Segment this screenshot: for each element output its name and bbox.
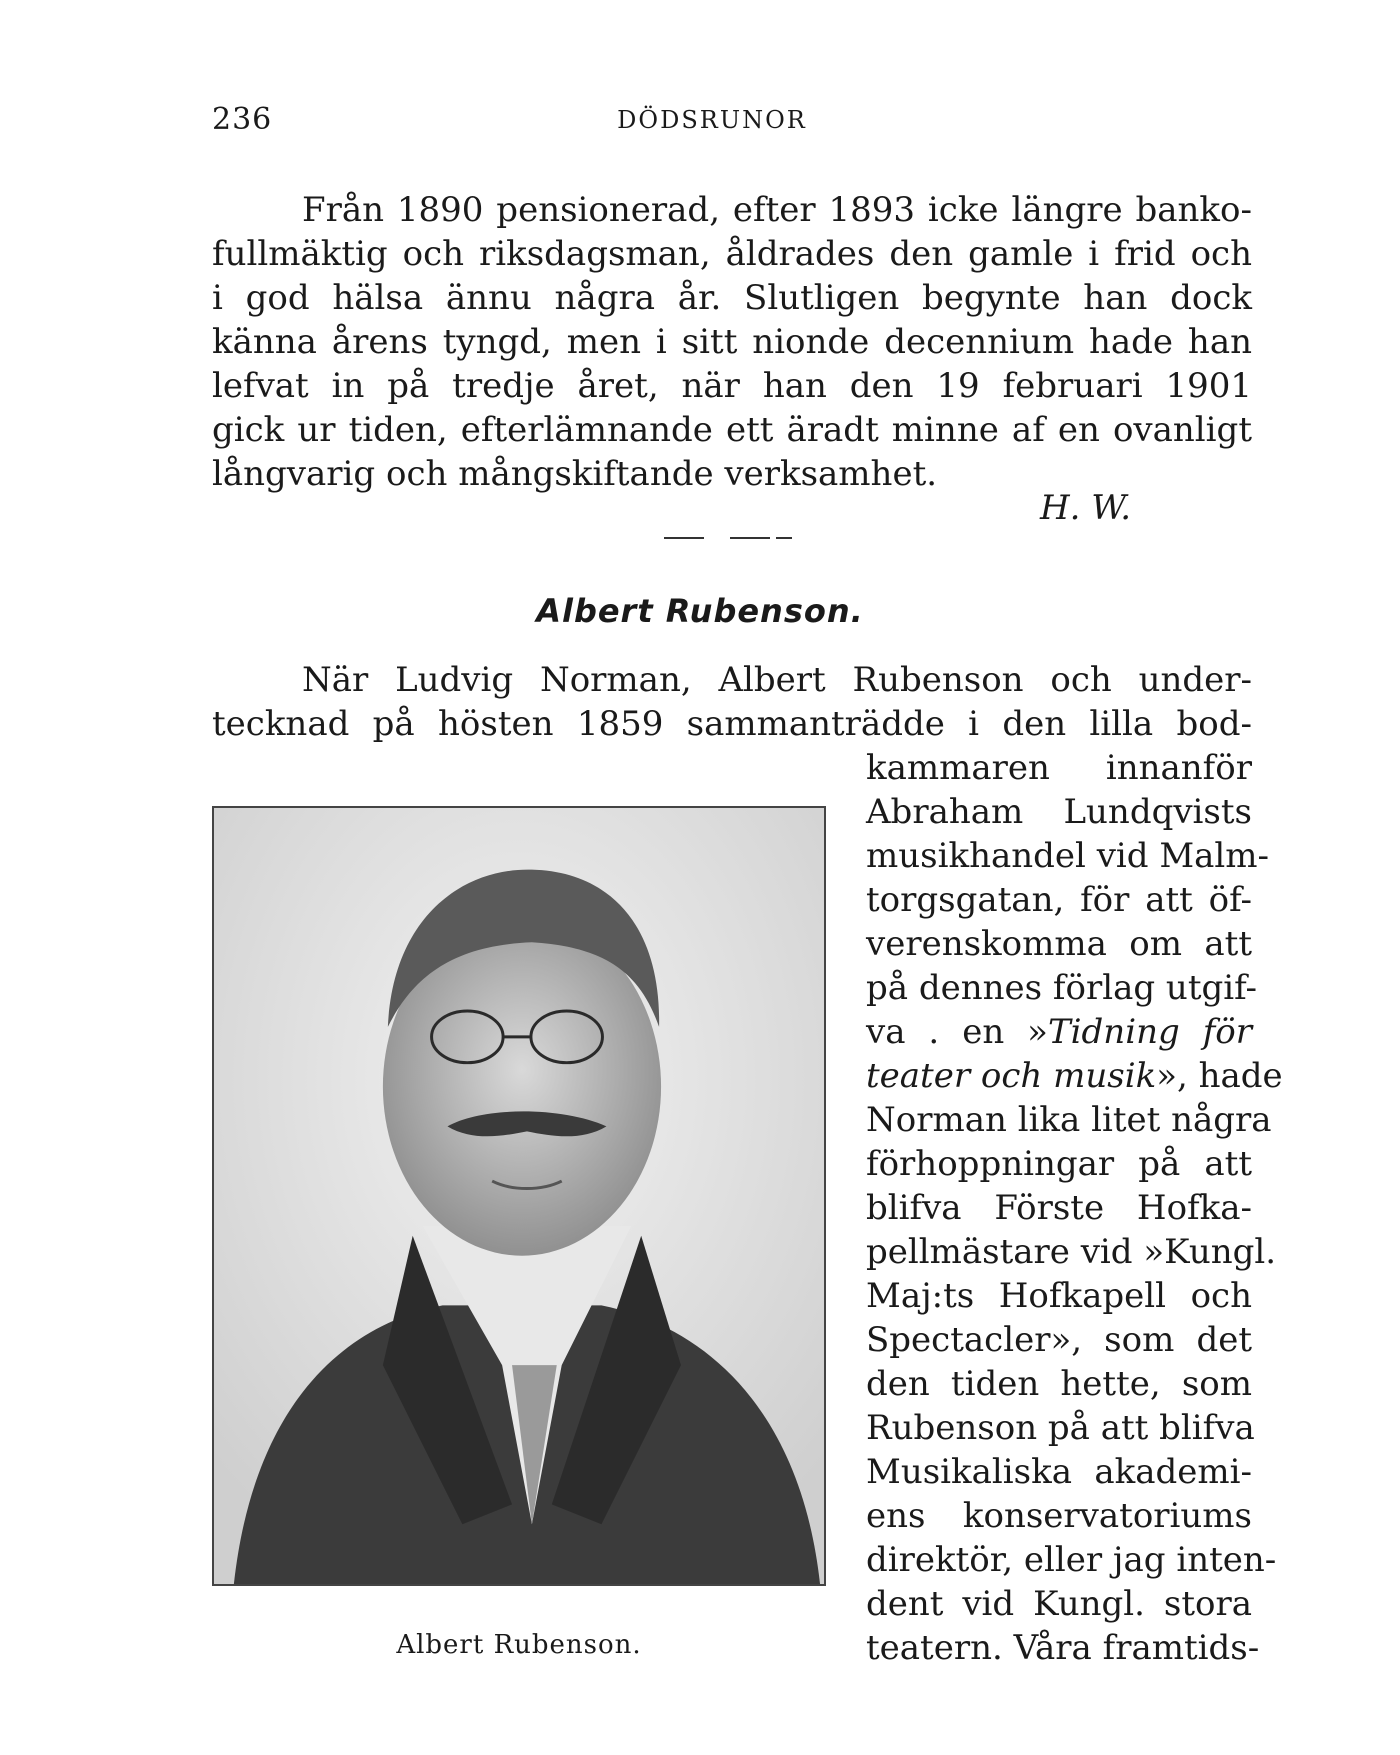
running-head	[212, 102, 1252, 142]
column-line: kammaren innanför	[866, 748, 1252, 788]
column-line-italic-mix: teater och musik», hade	[866, 1056, 1283, 1096]
separator-rule	[664, 537, 704, 539]
column-line: pellmästare vid »Kungl.	[866, 1232, 1277, 1272]
running-title: DÖDSRUNOR	[617, 106, 807, 134]
article-line: När Ludvig Norman, Albert Rubenson och under-	[302, 660, 1252, 700]
separator-rule	[730, 537, 770, 539]
column-line: på dennes förlag utgif-	[866, 968, 1257, 1008]
column-line: Musikaliska akademi-	[866, 1452, 1252, 1492]
column-line: Norman lika litet några	[866, 1100, 1272, 1140]
column-line: teatern. Våra framtids-	[866, 1628, 1260, 1668]
column-line: verenskomma om att	[866, 924, 1252, 964]
previous-entry-line: Från 1890 pensionerad, efter 1893 icke längre banko-	[302, 190, 1252, 230]
column-line: Abraham Lundqvists	[866, 792, 1252, 832]
article-line: tecknad på hösten 1859 sammanträdde i den lilla bod-	[212, 704, 1252, 744]
column-line: Rubenson på att blifva	[866, 1408, 1255, 1448]
column-line: blifva Förste Hofka-	[866, 1188, 1252, 1228]
column-line-italic-mix: va . en »Tidning för	[866, 1012, 1252, 1052]
portrait-caption: Albert Rubenson.	[396, 1630, 642, 1660]
column-line: torgsgatan, för att öf-	[866, 880, 1252, 920]
previous-entry-line: fullmäktig och riksdagsman, åldrades den gamle i frid och	[212, 234, 1252, 274]
separator-rule	[776, 537, 792, 539]
previous-entry-line: i god hälsa ännu några år. Slutligen begynte han dock	[212, 278, 1252, 318]
column-line: den tiden hette, som	[866, 1364, 1252, 1404]
previous-entry-line: gick ur tiden, efterlämnande ett äradt minne af en ovanligt	[212, 410, 1252, 450]
column-line: musikhandel vid Malm-	[866, 836, 1270, 876]
column-line: Maj:ts Hofkapell och	[866, 1276, 1252, 1316]
previous-entry-line: lefvat in på tredje året, när han den 19 februari 1901	[212, 366, 1252, 406]
column-line: dent vid Kungl. stora	[866, 1584, 1252, 1624]
portrait-photo	[212, 806, 826, 1586]
column-line: direktör, eller jag inten-	[866, 1540, 1277, 1580]
column-line: Spectacler», som det	[866, 1320, 1252, 1360]
page-number: 236	[212, 102, 273, 137]
previous-entry-line: känna årens tyngd, men i sitt nionde decennium hade han	[212, 322, 1252, 362]
previous-entry-line: långvarig och mångskiftande verksamhet.	[212, 454, 938, 494]
section-heading: Albert Rubenson.	[536, 592, 864, 630]
column-line: förhoppningar på att	[866, 1144, 1252, 1184]
column-line: ens konservatoriums	[866, 1496, 1252, 1536]
portrait-illustration	[214, 808, 824, 1584]
author-signature: H. W.	[1040, 488, 1132, 528]
